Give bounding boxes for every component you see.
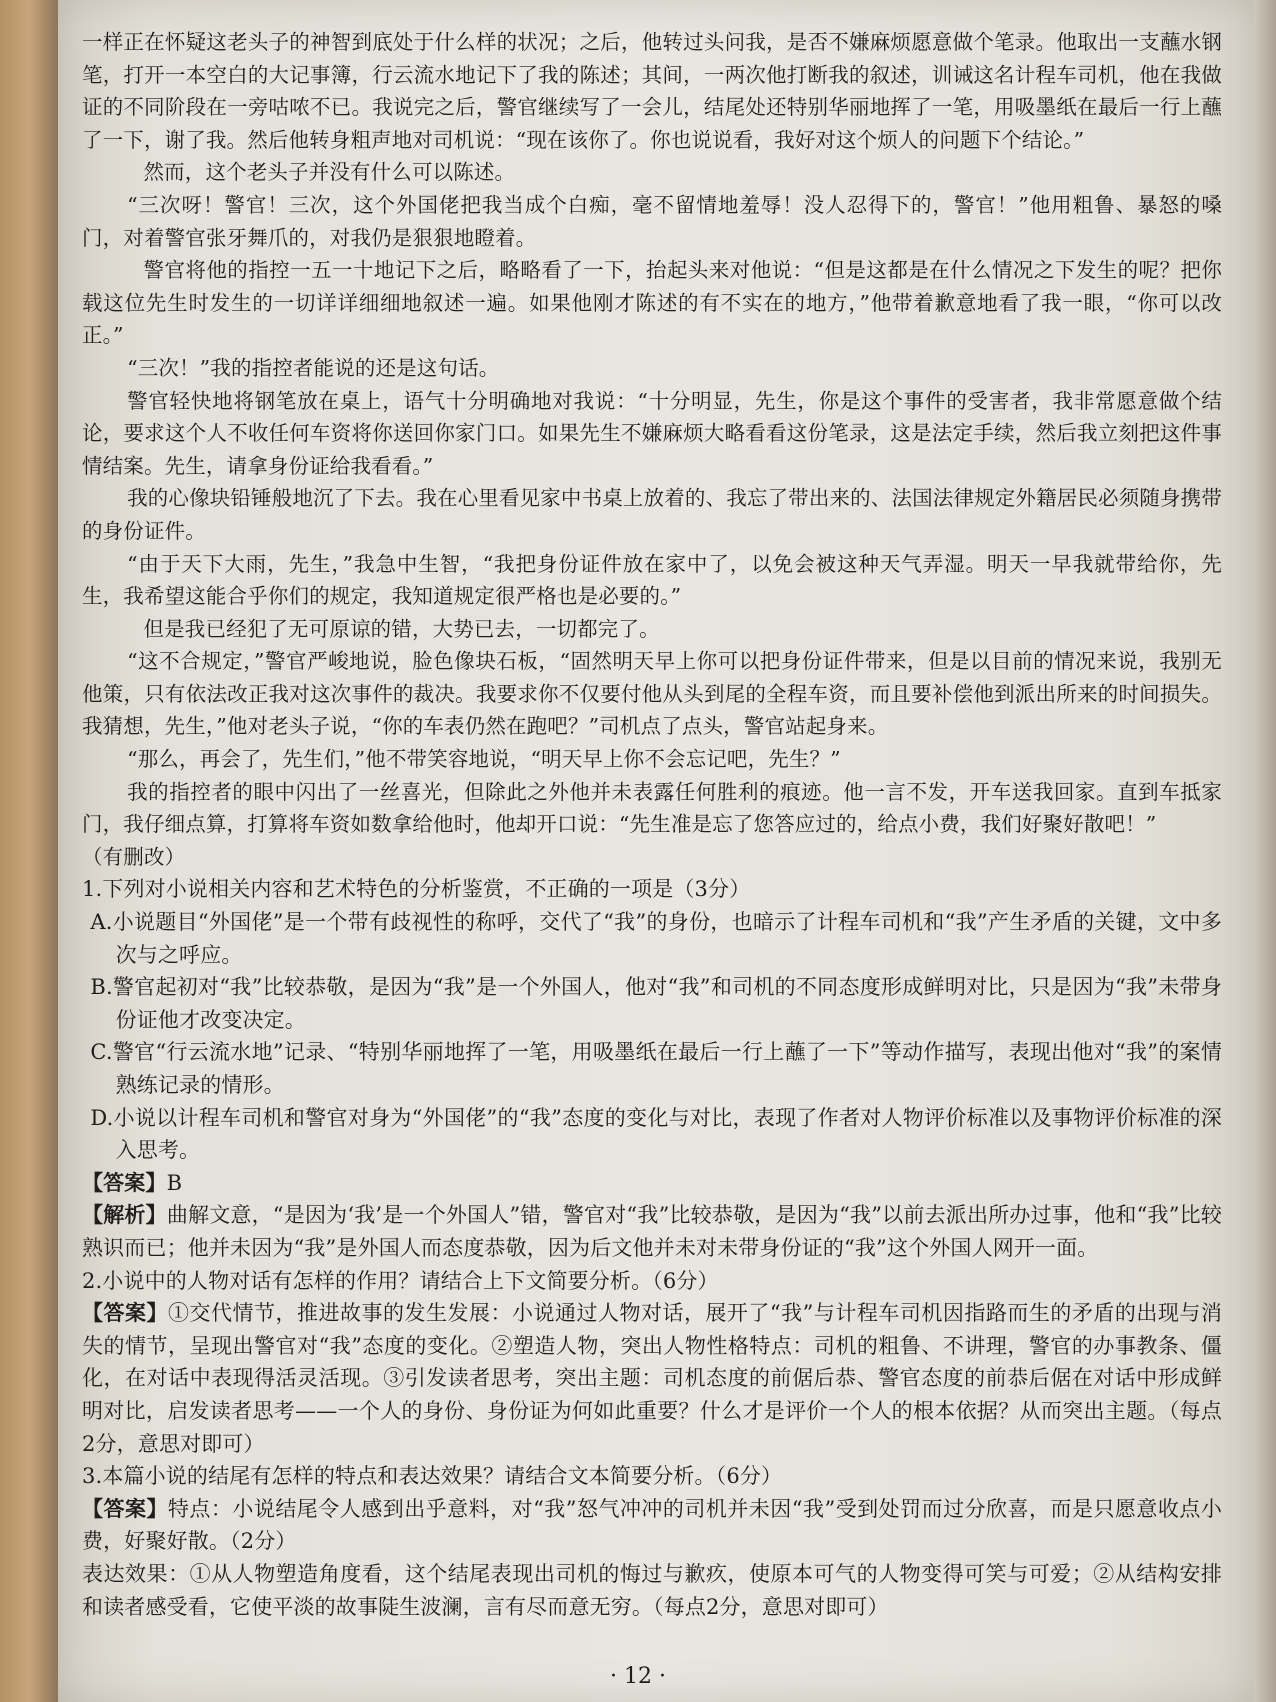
option-c: C.警官“行云流水地”记录、“特别华丽地挥了一笔，用吸墨纸在最后一行上蘸了一下”等动作描写，表现出他对“我”的案情熟练记录的情形。 bbox=[90, 1040, 1222, 1097]
answer-line bbox=[82, 1167, 1222, 1200]
story-paragraph: “三次！”我的指控者能说的还是这句话。 bbox=[127, 355, 500, 380]
desk-background-left bbox=[0, 0, 58, 1702]
answer-label: 【答案】 bbox=[82, 1300, 168, 1326]
story-text bbox=[82, 26, 1222, 873]
answer-label: 【答案】 bbox=[82, 1495, 168, 1521]
story-paragraph: 警官将他的指控一五一十地记下之后，略略看了一下，抬起头来对他说：“但是这都是在什么情况之下发生的呢？把你载这位先生时发生的一切详详细细地叙述一遍。如果他刚才陈述的有不实在的地方，”他带着歉意地看了我一眼，“你可以改正。” bbox=[82, 258, 1222, 348]
answer-line bbox=[82, 1297, 1222, 1460]
question-2 bbox=[82, 1265, 1222, 1461]
story-paragraph: 警官轻快地将钢笔放在桌上，语气十分明确地对我说：“十分明显，先生，你是这个事件的受害者，我非常愿意做个结论，要求这个人不收任何车资将你送回你家门口。如果先生不嫌麻烦大略看看这份笔录，这是法定手续，然后我立刻把这件事情结案。先生，请拿身份证给我看看。” bbox=[82, 388, 1222, 478]
story-paragraph: 我的心像块铅锤般地沉了下去。我在心里看见家中书桌上放着的、我忘了带出来的、法国法律规定外籍居民必须随身携带的身份证件。 bbox=[82, 486, 1222, 543]
story-paragraph: 我的指控者的眼中闪出了一丝喜光，但除此之外他并未表露任何胜利的痕迹。他一言不发，开车送我回家。直到车抵家门，我仔细点算，打算将车资如数拿给他时，他却开口说：“先生准是忘了您答应过的，给点小费，我们好聚好散吧！” bbox=[82, 779, 1222, 837]
story-paragraph: 然而，这个老头子并没有什么可以陈述。 bbox=[143, 160, 516, 185]
page-content bbox=[82, 26, 1222, 1623]
answer-text: B bbox=[166, 1170, 183, 1195]
story-paragraph: “那么，再会了，先生们，”他不带笑容地说，“明天早上你不会忘记吧，先生？” bbox=[127, 747, 841, 772]
analysis-text: 曲解文意，“是因为‘我’是一个外国人”错，警官对“我”比较恭敬，是因为“我”以前去派出所办过事，他和“我”比较熟识而已；他并未因为“我”是外国人而态度恭敬，因为后文他并未对未带身份证的“我”这个外国人网开一面。 bbox=[82, 1203, 1223, 1260]
question-1 bbox=[82, 873, 1222, 1264]
desk-background-right bbox=[1254, 0, 1276, 1702]
source-note: （有删改） bbox=[82, 844, 186, 869]
option-d: D.小说以计程车司机和警官对身为“外国佬”的“我”态度的变化与对比，表现了作者对人物评价标准以及事物评价标准的深入思考。 bbox=[90, 1105, 1222, 1163]
page-number: · 12 · bbox=[610, 1664, 666, 1689]
question-stem: 1.下列对小说相关内容和艺术特色的分析鉴赏，不正确的一项是（3分） bbox=[82, 877, 751, 902]
story-paragraph: “三次呀！警官！三次，这个外国佬把我当成个白痴，毫不留情地羞辱！没人忍得下的，警官！”他用粗鲁、暴怒的嗓门，对着警官张牙舞爪的，对我仍是狠狠地瞪着。 bbox=[82, 192, 1222, 250]
answer-label: 【答案】 bbox=[82, 1169, 167, 1195]
answer-line bbox=[82, 1493, 1222, 1558]
story-paragraph: “这不合规定，”警官严峻地说，脸色像块石板，“固然明天早上你可以把身份证件带来，但是以目前的情况来说，我别无他策，只有依法改正我对这次事件的裁决。我要求你不仅要付他从头到尾的全程车资，而且要补偿他到派出所来的时间损失。我猜想，先生，”他对老头子说，“你的车表仍然在跑吧？”司机点了点头，警官站起身来。 bbox=[82, 649, 1222, 739]
story-paragraph: “由于天下大雨，先生，”我急中生智，“我把身份证件放在家中了，以免会被这种天气弄湿。明天一早我就带给你，先生，我希望这能合乎你们的规定，我知道规定很严格也是必要的。” bbox=[82, 551, 1222, 609]
analysis-line bbox=[82, 1199, 1222, 1264]
answer-text: 特点：小说结尾令人感到出乎意料，对“我”怒气冲冲的司机并未因“我”受到处罚而过分欣喜，而是只愿意收点小费，好聚好散。（2分） bbox=[82, 1496, 1222, 1554]
analysis-label: 【解析】 bbox=[82, 1202, 167, 1228]
option-a: A.小说题目“外国佬”是一个带有歧视性的称呼，交代了“我”的身份，也暗示了计程车司机和“我”产生矛盾的关键，文中多次与之呼应。 bbox=[90, 910, 1222, 967]
option-b: B.警官起初对“我”比较恭敬，是因为“我”是一个外国人，他对“我”和司机的不同态度形成鲜明对比，只是因为“我”未带身份证他才改变决定。 bbox=[90, 975, 1222, 1032]
question-3 bbox=[82, 1460, 1222, 1623]
effect-text: 表达效果：①从人物塑造角度看，这个结尾表现出司机的悔过与歉疚，使原本可气的人物变得可笑与可爱；②从结构安排和读者感受看，它使平淡的故事陡生波澜，言有尽而意无穷。（每点2分，意思对即可） bbox=[82, 1561, 1222, 1619]
answer-text: ①交代情节，推进故事的发生发展：小说通过人物对话，展开了“我”与计程车司机因指路而生的矛盾的出现与消失的情节，呈现出警官对“我”态度的变化。②塑造人物，突出人物性格特点：司机的粗鲁、不讲理，警官的办事教条、僵化，在对话中表现得活灵活现。③引发读者思考，突出主题：司机态度的前倨后恭、警官态度的前恭后倨在对话中形成鲜明对比，启发读者思考——一个人的身份、身份证为何如此重要？什么才是评价一个人的根本依据？从而突出主题。（每点2分，意思对即可） bbox=[82, 1301, 1222, 1456]
question-stem: 2.小说中的人物对话有怎样的作用？请结合上下文简要分析。（6分） bbox=[82, 1268, 719, 1293]
story-paragraph: 一样正在怀疑这老头子的神智到底处于什么样的状况；之后，他转过头问我，是否不嫌麻烦愿意做个笔录。他取出一支蘸水钢笔，打开一本空白的大记事簿，行云流水地记下了我的陈述；其间，一两次他打断我的叙述，训诫这名计程车司机，他在我做证的不同阶段在一旁咕哝不已。我说完之后，警官继续写了一会儿，结尾处还特别华丽地挥了一笔，用吸墨纸在最后一行上蘸了一下，谢了我。然后他转身粗声地对司机说：“现在该你了。你也说说看，我好对这个烦人的问题下个结论。” bbox=[82, 30, 1222, 152]
story-paragraph: 但是我已经犯了无可原谅的错，大势已去，一切都完了。 bbox=[143, 616, 660, 641]
question-stem: 3.本篇小说的结尾有怎样的特点和表达效果？请结合文本简要分析。（6分） bbox=[82, 1464, 783, 1489]
